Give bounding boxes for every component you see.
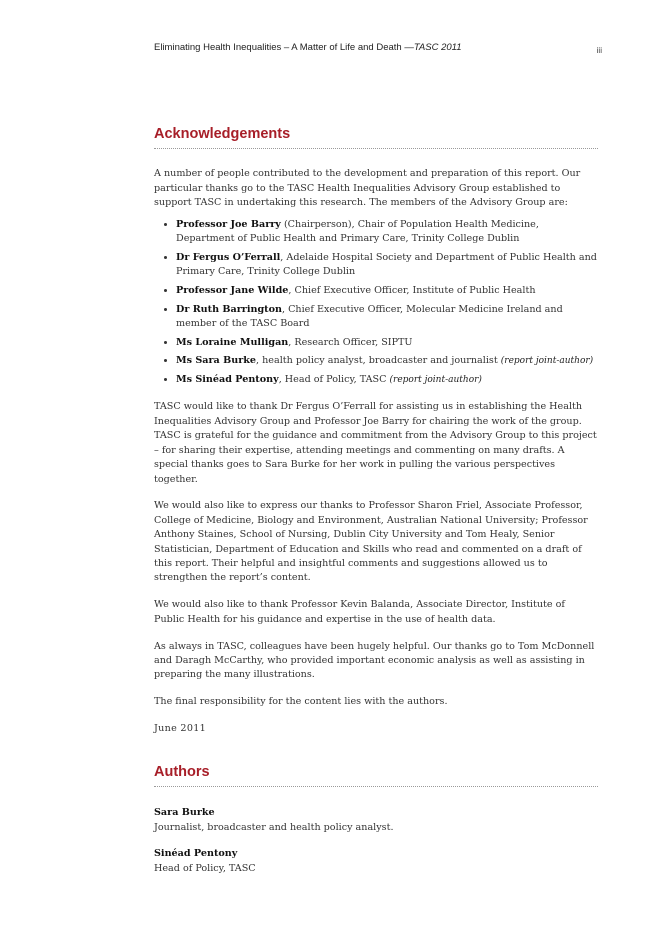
list-item <box>176 373 598 387</box>
page-content <box>154 127 598 889</box>
list-item <box>176 284 598 298</box>
date-line: June 2011 <box>154 723 207 735</box>
member-details: , Head of Policy, TASC <box>278 374 390 386</box>
page-number: iii <box>596 46 602 55</box>
member-note: (report joint-author) <box>500 356 594 367</box>
member-details: (Chairperson), Chair of Population Health Medicine, Department of Public Health and Primary Care, Trinity College Dublin <box>176 218 539 245</box>
member-details: , Chief Executive Officer, Institute of Public Health <box>288 284 536 296</box>
member-details: , Research Officer, SIPTU <box>288 336 413 348</box>
list-item <box>176 251 598 280</box>
thanks-paragraph: TASC would like to thank Dr Fergus O’Ferrall for assisting us in establishing the Health Inequalities Advisory Group and Professor Joe Barry for chairing the work of the group. TASC is grateful for the guidance and commitment from the Advisory Group to this project – for sharing their expertise, attending meetings and commenting on many drafts. A special thanks goes to Sara Burke for her work in pulling the various perspectives together. <box>154 401 597 485</box>
member-details: , Chief Executive Officer, Molecular Medicine Ireland and member of the TASC Board <box>176 303 563 329</box>
member-note: (report joint-author) <box>389 375 482 386</box>
authors-heading: Authors <box>154 765 598 787</box>
author-role: Head of Policy, TASC <box>154 862 256 874</box>
author-name: Sinéad Pentony <box>154 848 238 860</box>
list-item <box>176 354 598 368</box>
member-name: Dr Ruth Barrington <box>176 303 282 315</box>
author-entry <box>154 806 598 835</box>
member-name: Professor Joe Barry <box>176 218 281 230</box>
list-item <box>176 336 598 350</box>
member-details: , health policy analyst, broadcaster and journalist <box>256 355 501 367</box>
member-name: Ms Sara Burke <box>176 355 257 367</box>
advisory-group-list <box>154 218 598 388</box>
list-item <box>176 218 598 247</box>
member-details: , Adelaide Hospital Society and Department of Public Health and Primary Care, Trinity College Dublin <box>176 251 597 278</box>
running-header <box>154 42 462 53</box>
member-name: Ms Loraine Mulligan <box>176 336 289 348</box>
member-name: Dr Fergus O’Ferrall <box>176 251 281 263</box>
author-name: Sara Burke <box>154 807 215 819</box>
author-entry <box>154 847 598 876</box>
colleagues-paragraph: As always in TASC, colleagues have been hugely helpful. Our thanks go to Tom McDonnell and Daragh McCarthy, who provided important economic analysis as well as assisting in preparing the many illustrations. <box>154 640 595 681</box>
list-item <box>176 303 598 332</box>
member-name: Ms Sinéad Pentony <box>176 374 279 386</box>
author-role: Journalist, broadcaster and health policy analyst. <box>154 821 394 833</box>
member-name: Professor Jane Wilde <box>176 284 289 296</box>
publisher-tag: —TASC 2011 <box>404 42 462 53</box>
acknowledgements-heading: Acknowledgements <box>154 127 598 149</box>
responsibility-paragraph: The final responsibility for the content lies with the authors. <box>154 696 448 708</box>
intro-paragraph: A number of people contributed to the development and preparation of this report. Our particular thanks go to the TASC Health Inequalities Advisory Group established to support TASC in undertaking this research. The members of the Advisory Group are: <box>154 168 581 209</box>
document-title: Eliminating Health Inequalities – A Matter of Life and Death <box>154 42 402 53</box>
reviewers-paragraph: We would also like to express our thanks to Professor Sharon Friel, Associate Professor, College of Medicine, Biology and Environment, Australian National University; Professor Anthony Staines, School of Nursing, Dublin City University and Tom Healy, Senior Statistician, Department of Education and Skills who read and commented on a draft of this report. Their helpful and insightful comments and suggestions allowed us to strengthen the report’s content. <box>154 500 588 584</box>
data-guidance-paragraph: We would also like to thank Professor Kevin Balanda, Associate Director, Institute of Public Health for his guidance and expertise in the use of health data. <box>154 599 565 625</box>
